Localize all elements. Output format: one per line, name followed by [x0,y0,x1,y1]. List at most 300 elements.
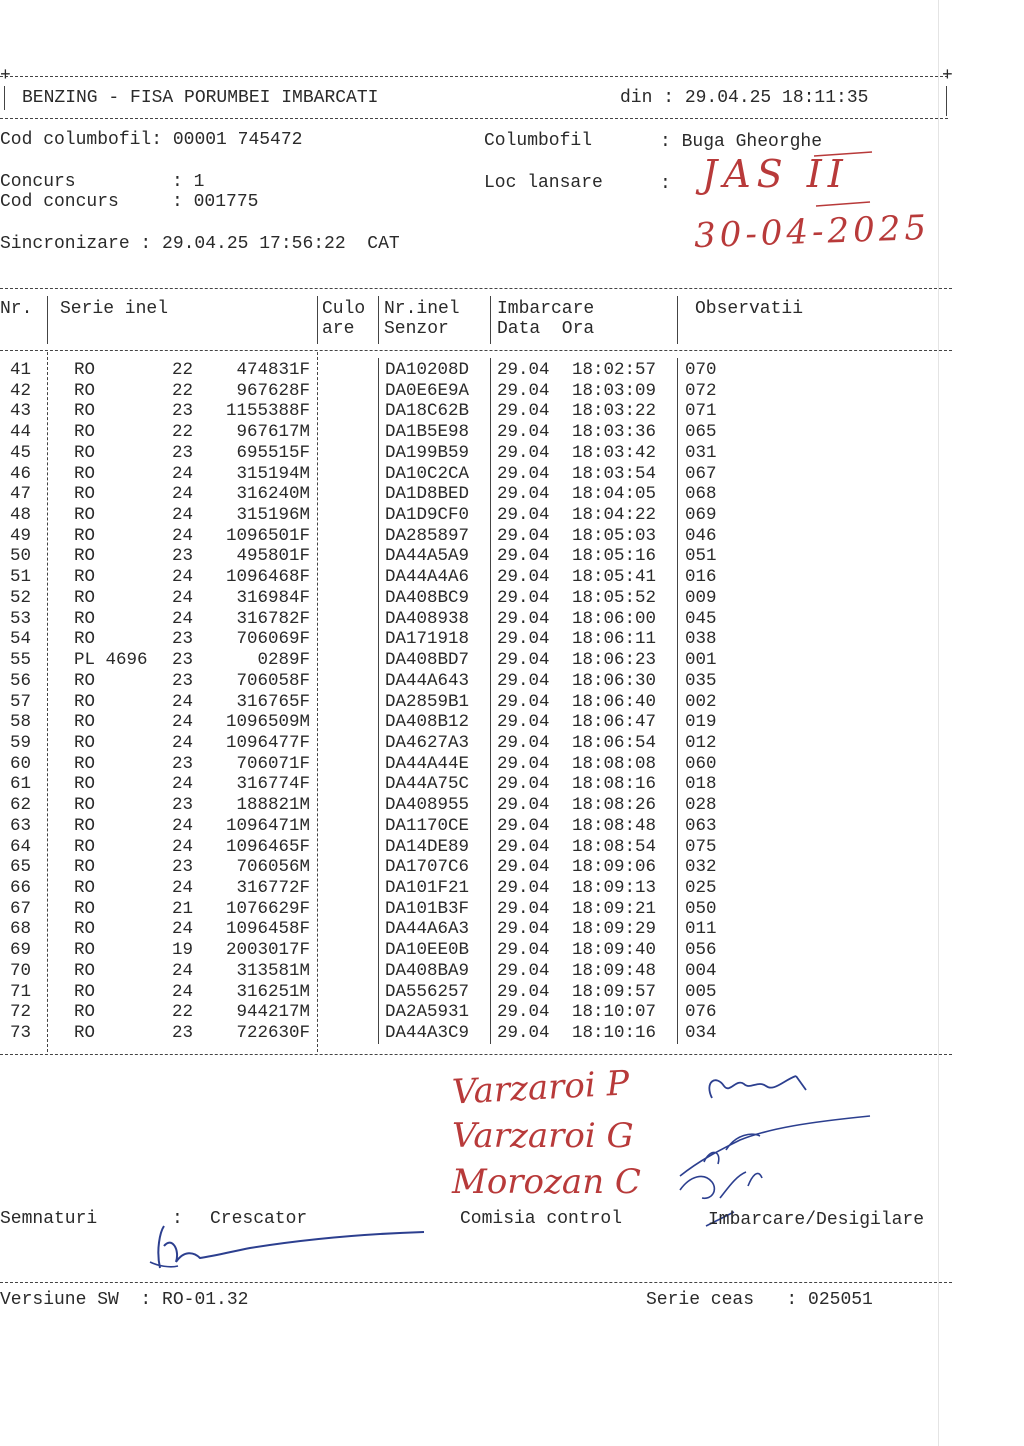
cell-sensor: DA44A4A6 [385,567,470,588]
col-header-culoare-2: are [322,319,355,339]
cell-country: RO [74,981,96,1002]
cell-year: 24 [172,691,194,712]
cell-date: 29.04 [497,608,550,629]
cell-sensor: DA285897 [385,525,470,546]
cell-time: 18:09:40 [572,940,657,961]
cell-ring: 967617M [236,422,310,443]
cell-year: 24 [172,463,194,484]
cell-ring: 316772F [236,878,310,898]
cell-ring: 1096465F [225,836,310,857]
cell-observatii: 011 [685,919,717,940]
cell-nr: 50 [10,546,32,567]
cell-date: 29.04 [497,505,550,526]
handwritten-signature-commission-3: Morozan C [452,1162,641,1202]
col-header-nr: Nr. [0,299,33,319]
cell-year: 24 [172,712,194,733]
print-datetime: 29.04.25 18:11:35 [684,88,869,108]
col-header-imbarcare: Imbarcare [497,299,595,319]
cell-time: 18:08:16 [572,774,657,795]
cell-year: 22 [172,380,194,401]
cell-time: 18:09:21 [572,898,657,919]
cell-nr: 46 [10,463,32,484]
cell-nr: 51 [10,567,32,588]
handwritten-date: 30-04-2025 [693,207,931,257]
cell-sensor: DA2859B1 [385,691,470,712]
cell-sensor: DA408BA9 [385,960,470,981]
cell-nr: 62 [10,795,32,816]
cell-nr: 65 [10,857,32,878]
cell-date: 29.04 [497,567,550,588]
cell-nr: 41 [10,360,32,380]
loc-lansare-colon: : [660,174,671,194]
col-header-observatii: Observatii [695,299,804,319]
cell-observatii: 075 [685,836,717,857]
cell-sensor: DA2A5931 [385,1002,470,1023]
sincronizare: Sincronizare : 29.04.25 17:56:22 CAT [0,234,400,254]
cell-nr: 60 [10,753,32,774]
cell-country: RO [74,525,96,546]
cell-year: 24 [172,878,194,898]
loc-lansare-label: Loc lansare [484,173,603,193]
cell-ring: 706071F [236,753,310,774]
col-header-serie-inel: Serie inel [60,299,169,319]
cell-ring: 706069F [236,629,310,650]
cell-year: 24 [172,484,194,505]
cell-year: 24 [172,836,194,857]
cell-time: 18:08:54 [572,836,657,857]
cell-country: RO [74,795,96,816]
cell-sensor: DA44A75C [385,774,470,795]
cell-observatii: 056 [685,940,717,961]
cell-nr: 64 [10,836,32,857]
cell-country: RO [74,422,96,443]
cell-year: 22 [172,360,194,380]
signature-imbarcare-label: Imbarcare/Desigilare [708,1210,925,1230]
signature-crescator-label: Crescator [210,1209,308,1229]
handwritten-signature-commission-2: Varzaroi G [452,1116,634,1156]
cell-sensor: DA0E6E9A [385,380,470,401]
cell-date: 29.04 [497,484,550,505]
cell-time: 18:03:22 [572,401,657,422]
cell-date: 29.04 [497,774,550,795]
cell-year: 23 [172,401,194,422]
cell-nr: 71 [10,981,32,1002]
cell-time: 18:09:06 [572,857,657,878]
concurs-value: : 1 [172,172,205,192]
cell-year: 23 [172,857,194,878]
cell-observatii: 002 [685,691,717,712]
cell-observatii: 065 [685,422,717,443]
cell-time: 18:04:22 [572,505,657,526]
cell-ring: 315196M [236,505,310,526]
cell-date: 29.04 [497,815,550,836]
cell-observatii: 009 [685,587,717,608]
cell-country: RO [74,815,96,836]
cell-time: 18:06:30 [572,670,657,691]
cell-time: 18:06:00 [572,608,657,629]
cell-country: RO [74,753,96,774]
cell-observatii: 050 [685,898,717,919]
cell-ring: 1096468F [225,567,310,588]
cell-observatii: 019 [685,712,717,733]
cell-observatii: 076 [685,1002,717,1023]
cell-date: 29.04 [497,629,550,650]
cell-nr: 66 [10,878,32,898]
cell-ring: 706056M [236,857,310,878]
cell-observatii: 034 [685,1023,717,1044]
cell-country: RO [74,919,96,940]
cell-year: 23 [172,1023,194,1044]
cell-year: 24 [172,732,194,753]
cell-year: 23 [172,753,194,774]
cell-country: RO [74,836,96,857]
cell-time: 18:08:48 [572,815,657,836]
cell-time: 18:05:41 [572,567,657,588]
cell-country: RO [74,567,96,588]
cell-ring: 474831F [236,360,310,380]
cell-observatii: 067 [685,463,717,484]
cell-ring: 706058F [236,670,310,691]
cell-year: 24 [172,505,194,526]
cell-country: RO [74,608,96,629]
cell-nr: 44 [10,422,32,443]
cell-time: 18:05:16 [572,546,657,567]
cell-observatii: 028 [685,795,717,816]
clock-serial: Serie ceas : 025051 [646,1290,873,1310]
cell-date: 29.04 [497,1023,550,1044]
software-version: Versiune SW : RO-01.32 [0,1290,249,1310]
cell-observatii: 070 [685,360,717,380]
cell-nr: 72 [10,1002,32,1023]
cell-country: RO [74,505,96,526]
cell-date: 29.04 [497,422,550,443]
cell-nr: 56 [10,670,32,691]
cell-nr: 68 [10,919,32,940]
cell-observatii: 016 [685,567,717,588]
cell-sensor: DA408955 [385,795,470,816]
cell-observatii: 071 [685,401,717,422]
handwritten-loc-lansare: JAS II [702,152,849,196]
cell-country: RO [74,360,96,380]
cell-date: 29.04 [497,898,550,919]
signature-comisia-label: Comisia control [460,1209,623,1229]
cell-ring: 316765F [236,691,310,712]
cell-sensor: DA44A44E [385,753,470,774]
cell-year: 23 [172,546,194,567]
handwritten-signature-commission-1: Varzaroi P [451,1063,631,1113]
cell-date: 29.04 [497,857,550,878]
cell-ring: 316774F [236,774,310,795]
header-corner-plus: + [0,66,11,86]
cell-time: 18:09:48 [572,960,657,981]
cell-date: 29.04 [497,981,550,1002]
cell-country: RO [74,960,96,981]
cell-date: 29.04 [497,525,550,546]
cell-year: 24 [172,587,194,608]
cell-ring: 1096458F [225,919,310,940]
cell-time: 18:09:13 [572,878,657,898]
cell-nr: 57 [10,691,32,712]
cell-country: RO [74,878,96,898]
cell-observatii: 004 [685,960,717,981]
cell-ring: 1096509M [225,712,310,733]
cell-time: 18:03:36 [572,422,657,443]
cell-ring: 722630F [236,1023,310,1044]
cell-country: RO [74,1023,96,1044]
cell-year: 24 [172,815,194,836]
cell-ring: 316251M [236,981,310,1002]
document-title: BENZING - FISA PORUMBEI IMBARCATI [22,88,379,108]
cell-date: 29.04 [497,940,550,961]
cell-observatii: 068 [685,484,717,505]
cell-sensor: DA101F21 [385,878,470,898]
cell-time: 18:02:57 [572,360,657,380]
cell-time: 18:03:54 [572,463,657,484]
cell-country: RO [74,546,96,567]
cell-date: 29.04 [497,650,550,671]
cell-observatii: 031 [685,442,717,463]
cell-date: 29.04 [497,380,550,401]
cell-observatii: 005 [685,981,717,1002]
cell-ring: 316782F [236,608,310,629]
cell-year: 23 [172,629,194,650]
cell-country: RO [74,940,96,961]
col-header-senzor: Senzor [384,319,449,339]
cell-time: 18:06:47 [572,712,657,733]
cell-date: 29.04 [497,712,550,733]
cell-observatii: 032 [685,857,717,878]
cell-year: 24 [172,608,194,629]
cell-observatii: 046 [685,525,717,546]
cell-observatii: 018 [685,774,717,795]
cell-date: 29.04 [497,401,550,422]
columbofil-label: Columbofil [484,131,593,151]
cell-ring: 2003017F [225,940,310,961]
cod-concurs-value: : 001775 [172,192,259,212]
cell-sensor: DA10EE0B [385,940,470,961]
cell-country: RO [74,463,96,484]
cell-year: 23 [172,795,194,816]
cell-time: 18:05:03 [572,525,657,546]
cell-sensor: DA18C62B [385,401,470,422]
signatures-label: Semnaturi [0,1209,98,1229]
cell-country: RO [74,1002,96,1023]
cell-sensor: DA556257 [385,981,470,1002]
cell-country: RO [74,587,96,608]
cell-time: 18:08:26 [572,795,657,816]
cell-sensor: DA171918 [385,629,470,650]
cell-ring: 316240M [236,484,310,505]
cell-date: 29.04 [497,463,550,484]
cell-country: RO [74,898,96,919]
cell-time: 18:06:40 [572,691,657,712]
cell-country: RO [74,670,96,691]
cell-ring: 315194M [236,463,310,484]
header-corner-plus: + [942,66,953,86]
cell-date: 29.04 [497,546,550,567]
cell-date: 29.04 [497,795,550,816]
cell-ring: 1096471M [225,815,310,836]
cell-ring: 0289F [257,650,310,671]
cell-date: 29.04 [497,919,550,940]
cell-nr: 55 [10,650,32,671]
cell-time: 18:06:23 [572,650,657,671]
cell-time: 18:04:05 [572,484,657,505]
cell-date: 29.04 [497,753,550,774]
cell-time: 18:10:16 [572,1023,657,1044]
cell-nr: 52 [10,587,32,608]
cell-date: 29.04 [497,732,550,753]
cell-time: 18:08:08 [572,753,657,774]
cell-nr: 49 [10,525,32,546]
cell-year: 22 [172,422,194,443]
cell-nr: 47 [10,484,32,505]
cell-sensor: DA44A643 [385,670,470,691]
cell-observatii: 038 [685,629,717,650]
cell-date: 29.04 [497,836,550,857]
cell-country: RO [74,401,96,422]
cod-columbofil: Cod columbofil: 00001 745472 [0,130,303,150]
cell-ring: 316984F [236,587,310,608]
cell-sensor: DA1170CE [385,815,470,836]
cell-sensor: DA408938 [385,608,470,629]
cell-year: 24 [172,525,194,546]
cell-sensor: DA199B59 [385,442,470,463]
cell-nr: 61 [10,774,32,795]
cell-time: 18:03:09 [572,380,657,401]
cell-year: 19 [172,940,194,961]
cell-nr: 59 [10,732,32,753]
cell-nr: 67 [10,898,32,919]
cell-nr: 73 [10,1023,32,1044]
cell-ring: 1076629F [225,898,310,919]
cell-observatii: 069 [685,505,717,526]
cell-year: 23 [172,650,194,671]
cell-sensor: DA408B12 [385,712,470,733]
cell-date: 29.04 [497,360,550,380]
print-datetime-label: din : 29.04.25 18:11:35 [620,88,869,108]
cell-year: 24 [172,774,194,795]
cell-sensor: DA1D8BED [385,484,470,505]
cell-ring: 1155388F [225,401,310,422]
cell-country: RO [74,442,96,463]
cell-observatii: 072 [685,380,717,401]
cell-observatii: 051 [685,546,717,567]
cell-year: 23 [172,670,194,691]
cell-ring: 967628F [236,380,310,401]
cell-ring: 495801F [236,546,310,567]
cell-nr: 45 [10,442,32,463]
col-header-culoare: Culo [322,299,366,319]
cell-year: 24 [172,919,194,940]
cell-sensor: DA408BD7 [385,650,470,671]
cell-year: 24 [172,960,194,981]
cell-sensor: DA1B5E98 [385,422,470,443]
cell-time: 18:03:42 [572,442,657,463]
cell-observatii: 001 [685,650,717,671]
cell-observatii: 012 [685,732,717,753]
cell-year: 22 [172,1002,194,1023]
cell-ring: 188821M [236,795,310,816]
cell-sensor: DA10C2CA [385,463,470,484]
cell-time: 18:09:57 [572,981,657,1002]
cell-nr: 43 [10,401,32,422]
cell-ring: 313581M [236,960,310,981]
cell-sensor: DA44A5A9 [385,546,470,567]
concurs-label: Concurs [0,172,76,192]
cell-country: RO [74,691,96,712]
cell-time: 18:10:07 [572,1002,657,1023]
cell-nr: 63 [10,815,32,836]
cell-time: 18:06:54 [572,732,657,753]
col-header-nr-inel: Nr.inel [384,299,460,319]
cell-nr: 48 [10,505,32,526]
cod-concurs-label: Cod concurs [0,192,119,212]
cell-country: RO [74,732,96,753]
cell-ring: 1096501F [225,525,310,546]
cell-sensor: DA14DE89 [385,836,470,857]
cell-observatii: 035 [685,670,717,691]
cell-observatii: 025 [685,878,717,898]
columbofil-name: : Buga Gheorghe [660,132,823,152]
cell-sensor: DA408BC9 [385,587,470,608]
cell-year: 23 [172,442,194,463]
cell-year: 21 [172,898,194,919]
cell-observatii: 045 [685,608,717,629]
cell-ring: 944217M [236,1002,310,1023]
cell-sensor: DA101B3F [385,898,470,919]
cell-sensor: DA4627A3 [385,732,470,753]
cell-ring: 1096477F [225,732,310,753]
cell-nr: 53 [10,608,32,629]
cell-sensor: DA1D9CF0 [385,505,470,526]
cell-date: 29.04 [497,960,550,981]
cell-sensor: DA44A3C9 [385,1023,470,1044]
cell-year: 24 [172,567,194,588]
cell-country: RO [74,484,96,505]
cell-ring: 695515F [236,442,310,463]
cell-time: 18:09:29 [572,919,657,940]
cell-nr: 42 [10,380,32,401]
cell-observatii: 060 [685,753,717,774]
cell-observatii: 063 [685,815,717,836]
cell-sensor: DA10208D [385,360,470,380]
cell-nr: 54 [10,629,32,650]
cell-sensor: DA1707C6 [385,857,470,878]
cell-date: 29.04 [497,670,550,691]
cell-nr: 70 [10,960,32,981]
cell-date: 29.04 [497,442,550,463]
cell-date: 29.04 [497,878,550,898]
col-header-data-ora: Data Ora [497,319,595,339]
signature-colon: : [172,1209,183,1229]
cell-country: RO [74,712,96,733]
cell-nr: 58 [10,712,32,733]
cell-time: 18:05:52 [572,587,657,608]
cell-sensor: DA44A6A3 [385,919,470,940]
cell-date: 29.04 [497,587,550,608]
cell-nr: 69 [10,940,32,961]
cell-country: RO [74,629,96,650]
cell-country: RO [74,857,96,878]
cell-country: RO [74,380,96,401]
cell-year: 24 [172,981,194,1002]
footer-separator [0,1282,952,1283]
cell-country: RO [74,774,96,795]
cell-time: 18:06:11 [572,629,657,650]
cell-date: 29.04 [497,1002,550,1023]
cell-country: PL 4696 [74,650,148,671]
